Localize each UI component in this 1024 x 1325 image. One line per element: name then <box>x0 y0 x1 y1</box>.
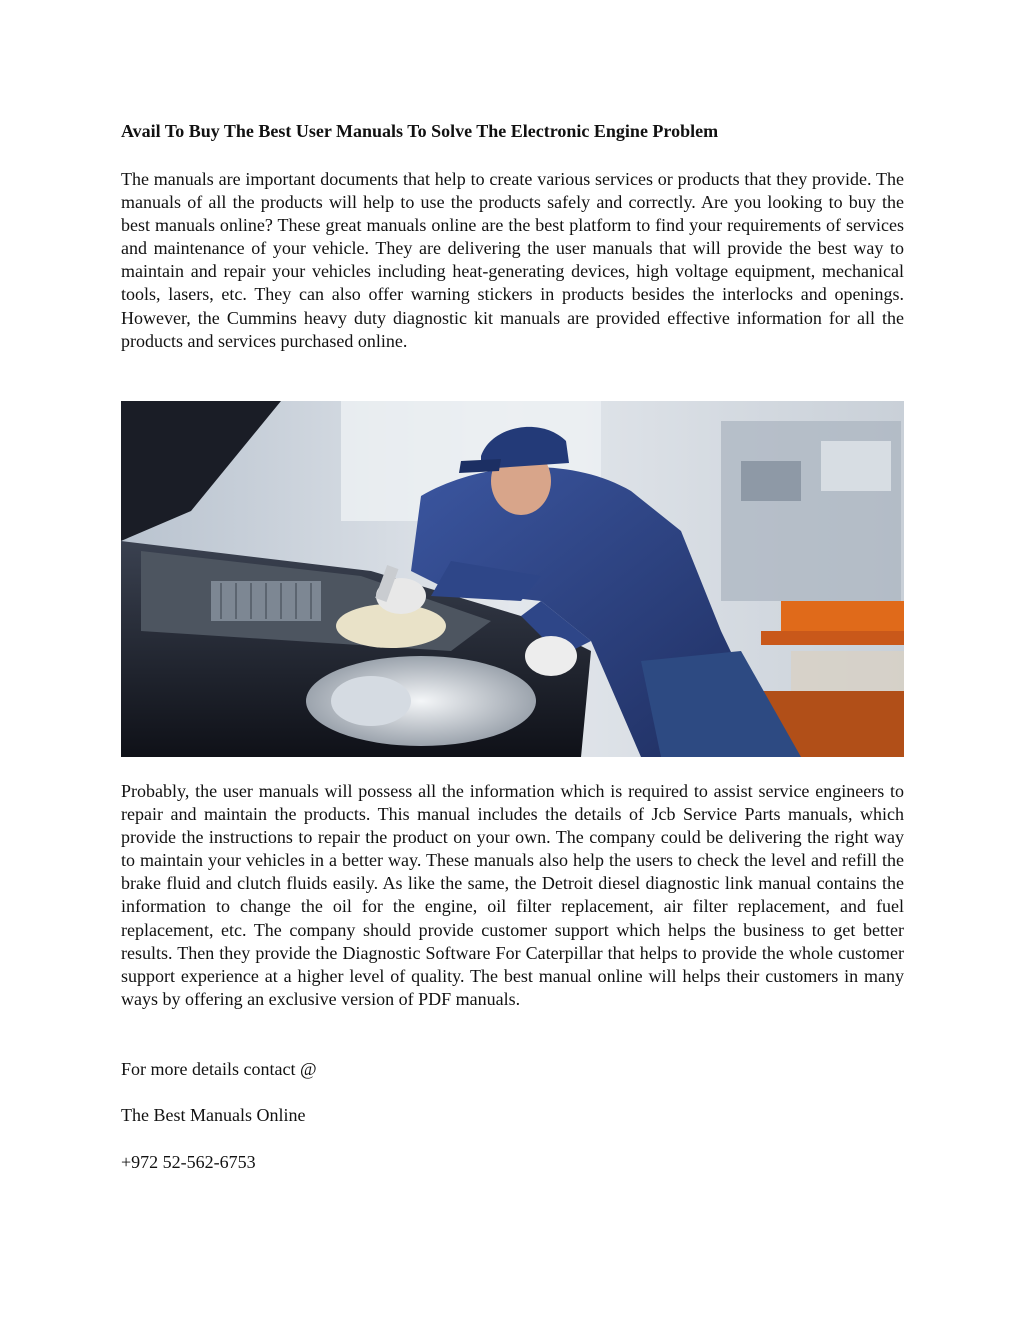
document-title: Avail To Buy The Best User Manuals To Solve The Electronic Engine Problem <box>121 121 719 141</box>
paragraph-details: Probably, the user manuals will possess all the information which is required to assist service engineers to repair and maintain the products. This manual includes the details of Jcb Service Parts manuals, which provide the instructions to repair the product on your own. The company could be delivering the right way to maintain your vehicles in a better way. These manuals also help the users to check the level and refill the brake fluid and clutch fluids easily. As like the same, the Detroit diesel diagnostic link manual contains the information to change the oil for the engine, oil filter replacement, air filter replacement, and fuel replacement, etc. The company should provide customer support which helps the business to get better results. Then they provide the Diagnostic Software For Caterpillar that helps to provide the whole customer support experience at a higher level of quality. The best manual online will helps their customers in many ways by offering an exclusive version of PDF manuals. <box>121 781 904 1009</box>
paragraph-intro: The manuals are important documents that help to create various services or products that they provide. The manuals of all the products will help to use the products safely and correctly. Are you looking to buy the best manuals online? These great manuals online are the best platform to find your requirements of services and maintenance of your vehicle. They are delivering the user manuals that will provide the best way to maintain and repair your vehicles including heat-generating devices, high voltage equipment, mechanical tools, lasers, etc. They can also offer warning stickers in products besides the interlocks and openings. However, the Cummins heavy duty diagnostic kit manuals are provided effective information for all the products and services purchased online. <box>121 169 904 351</box>
mechanic-photo <box>121 401 904 757</box>
company-name: The Best Manuals Online <box>121 1105 306 1125</box>
phone-number[interactable]: +972 52-562-6753 <box>121 1152 256 1172</box>
contact-line: For more details contact @ <box>121 1059 317 1079</box>
document-body <box>121 118 904 353</box>
